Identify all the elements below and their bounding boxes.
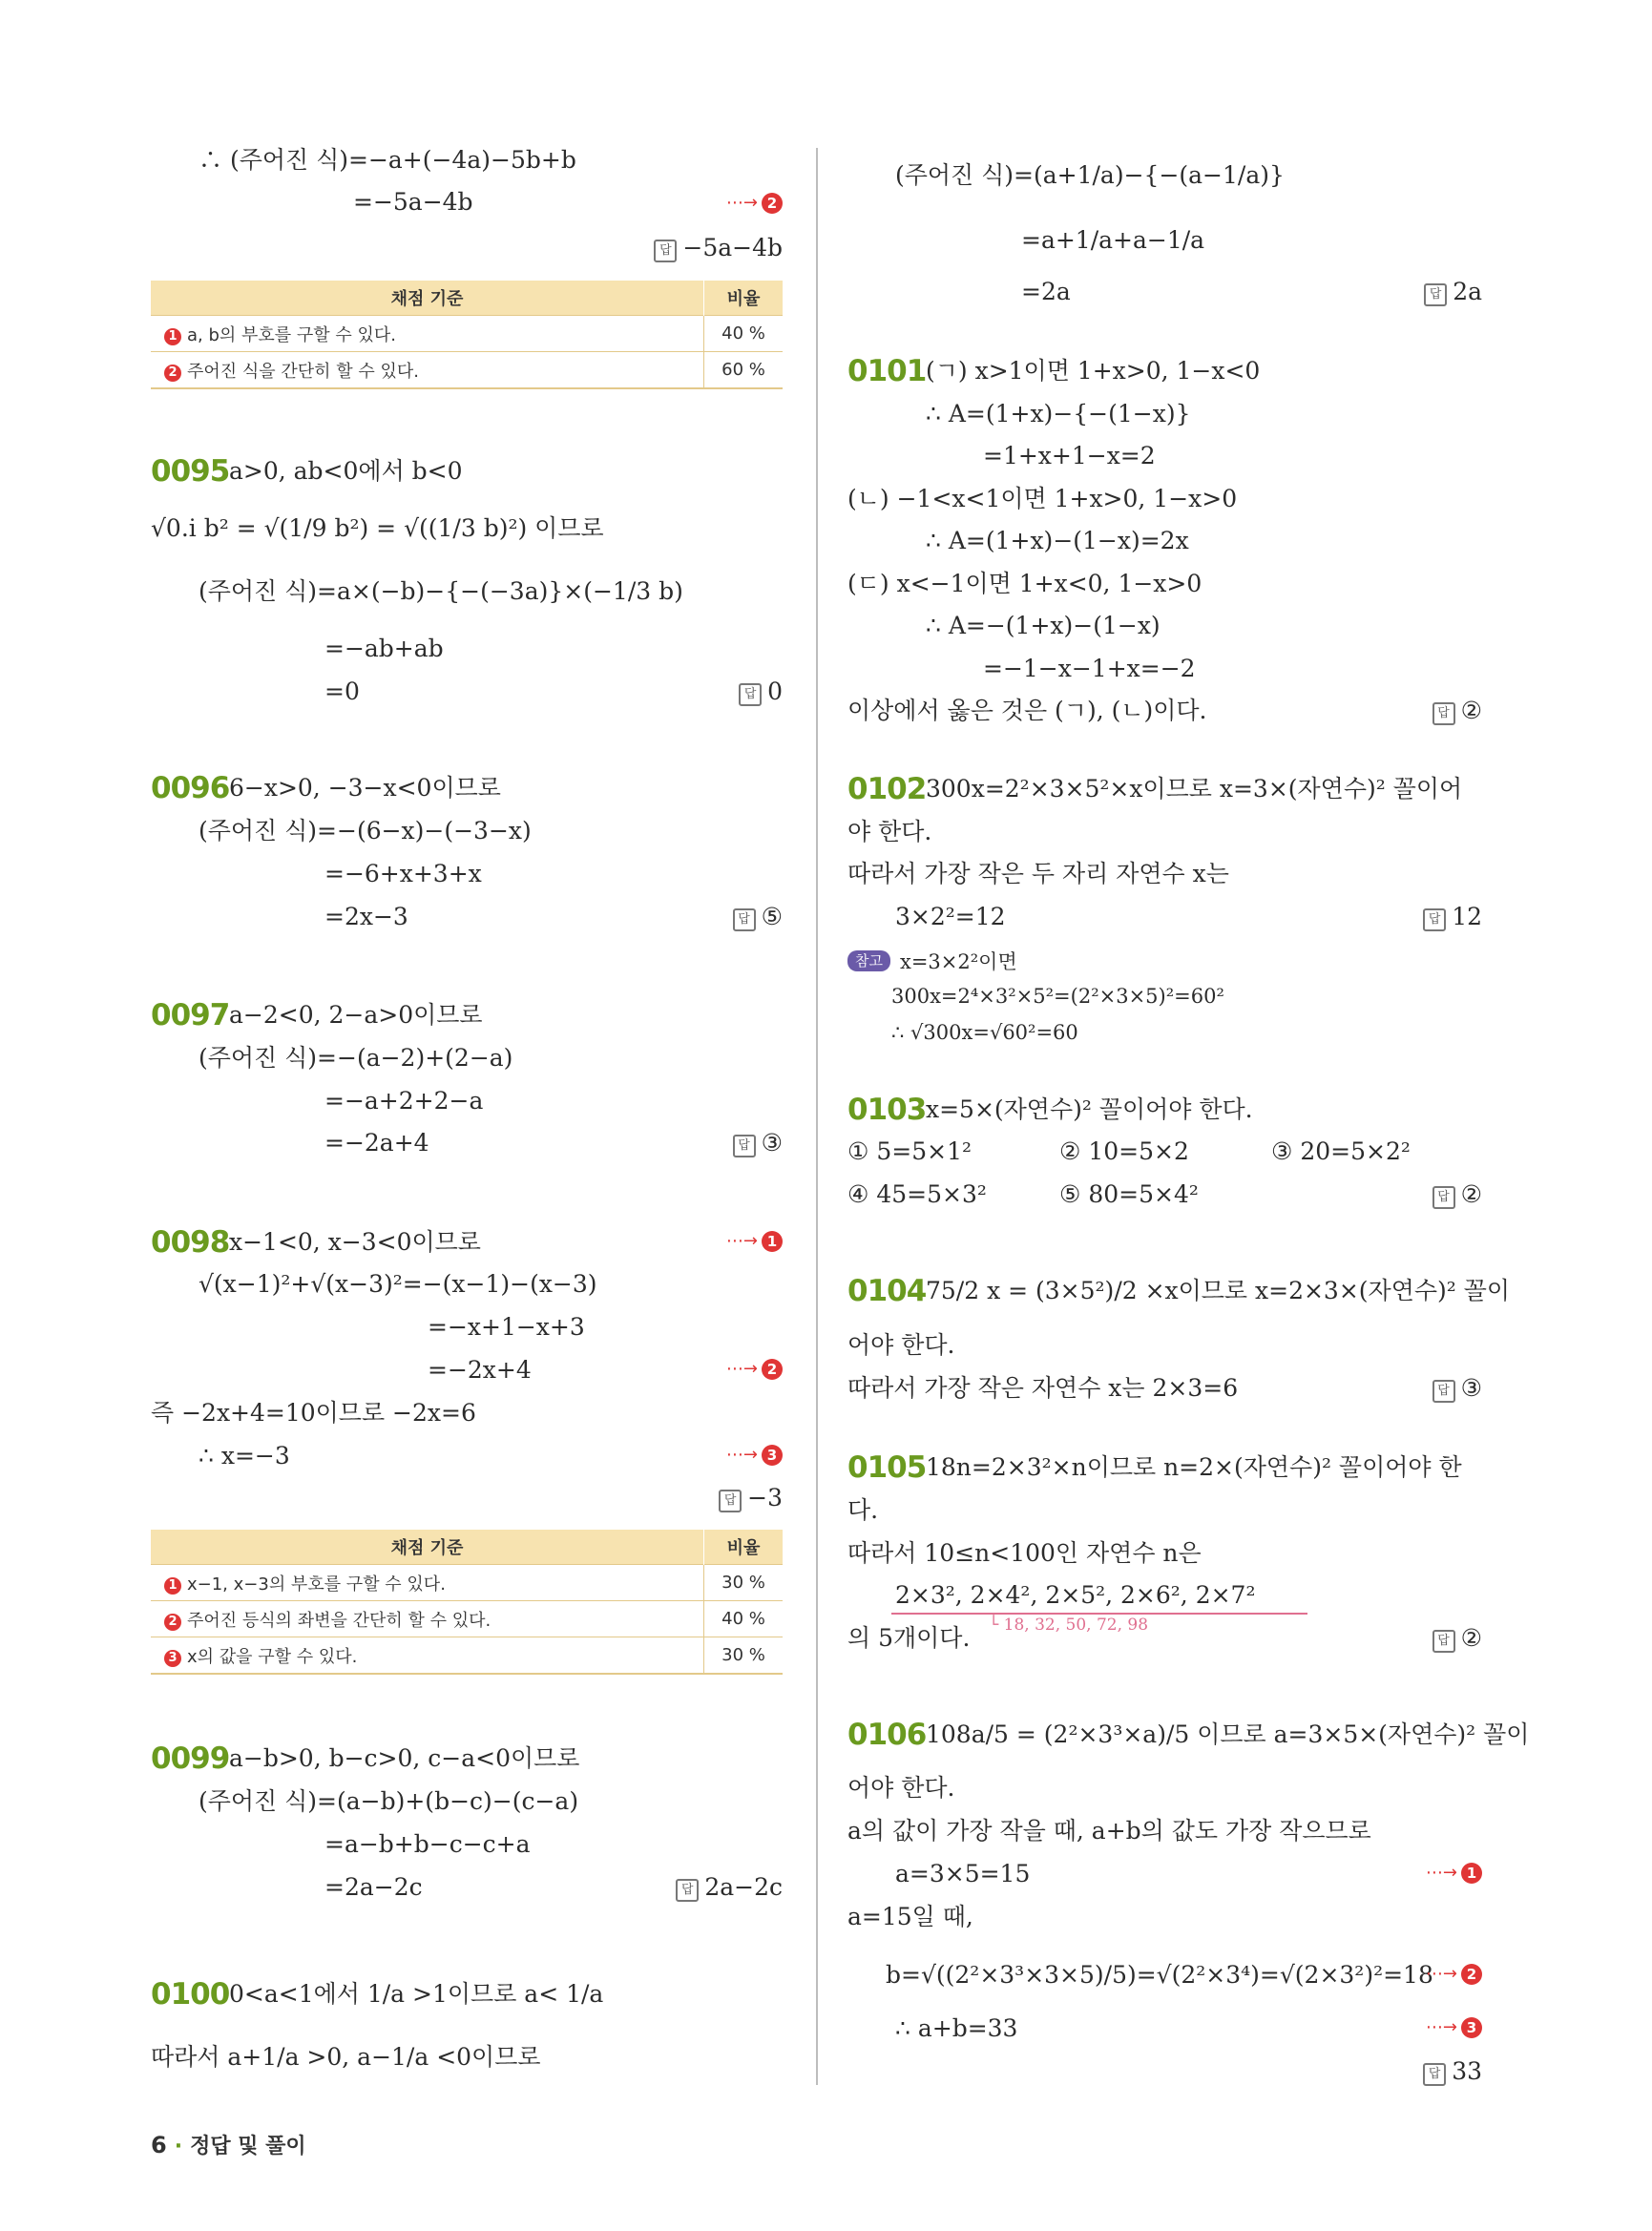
reference-line: ∴ √300x=√60²=60	[891, 1021, 1078, 1044]
step-marker-1: ⋯→ 1	[726, 1231, 783, 1252]
step-marker-3: ⋯→ 3	[1426, 2017, 1482, 2038]
solution-line: 이상에서 옳은 것은 (ㄱ), (ㄴ)이다.	[847, 697, 1207, 724]
answer-box: 답 −3	[719, 1483, 783, 1513]
solution-line: a>0, ab<0에서 b<0	[229, 457, 463, 485]
page-number: 6	[151, 2132, 167, 2158]
answer-icon: 답	[1432, 1186, 1455, 1209]
answer-box: 답 −5a−4b	[654, 233, 783, 263]
solution-line: =a−b+b−c−c+a	[324, 1830, 531, 1858]
step-marker-2: ⋯→ 2	[726, 1359, 783, 1380]
answer-icon: 답	[1432, 1380, 1455, 1403]
problem-number: 0098	[151, 1225, 230, 1260]
table-row: 2 주어진 식을 간단히 할 수 있다. 60 %	[151, 352, 783, 389]
solution-line: =−5a−4b	[353, 188, 473, 216]
solution-line: (주어진 식)=(a−b)+(b−c)−(c−a)	[199, 1787, 579, 1815]
footer-separator: ·	[174, 2135, 183, 2158]
solution-line: ∴ A=(1+x)−{−(1−x)}	[926, 400, 1191, 427]
solution-line: =a+1/a+a−1/a	[1021, 226, 1205, 254]
problem-number: 0105	[847, 1450, 927, 1485]
solution-line: (ㄴ) −1<x<1이면 1+x>0, 1−x>0	[847, 485, 1238, 512]
solution-line: ∴ a+b=33	[895, 2014, 1018, 2042]
solution-line: 야 한다.	[847, 818, 932, 845]
reference-line: 300x=2⁴×3²×5²=(2²×3×5)²=60²	[891, 985, 1224, 1008]
solution-line: ∴ x=−3	[199, 1442, 290, 1470]
answer-icon: 답	[654, 240, 677, 262]
solution-line: =−6+x+3+x	[324, 860, 482, 887]
ratio-header: 비율	[704, 281, 784, 316]
option-5: ⑤ 80=5×4²	[1059, 1180, 1199, 1208]
solution-line: =−x+1−x+3	[428, 1313, 585, 1341]
solution-line: 의 5개이다.	[847, 1624, 971, 1652]
table-row: 2 주어진 등식의 좌변을 간단히 할 수 있다. 40 %	[151, 1601, 783, 1637]
answer-icon: 답	[1432, 702, 1455, 725]
problem-number: 0104	[847, 1274, 927, 1308]
criteria-header: 채점 기준	[151, 1530, 704, 1565]
solution-line: ∴ (주어진 식)=−a+(−4a)−5b+b	[199, 146, 576, 174]
answer-icon: 답	[676, 1879, 699, 1902]
reference-note: 참고 x=3×2²이면	[847, 947, 1017, 977]
solution-line: ∴ A=−(1+x)−(1−x)	[926, 612, 1161, 639]
answer-box: 답 ⑤	[733, 902, 783, 932]
solution-line: 3×2²=12	[895, 903, 1006, 930]
solution-line: 75/2 x = (3×5²)/2 ×x이므로 x=2×3×(자연수)² 꼴이	[926, 1277, 1511, 1304]
solution-line: (주어진 식)=−(a−2)+(2−a)	[199, 1044, 513, 1072]
solution-line: 어야 한다.	[847, 1331, 955, 1359]
solution-line: x=5×(자연수)² 꼴이어야 한다.	[926, 1095, 1253, 1123]
answer-box: 답 2a−2c	[676, 1872, 783, 1903]
reference-tag: 참고	[847, 950, 890, 971]
solution-line: 0<a<1에서 1/a >1이므로 a< 1/a	[229, 1980, 604, 2008]
solution-line: =−1−x−1+x=−2	[983, 655, 1196, 682]
option-4: ④ 45=5×3²	[847, 1180, 987, 1208]
footer-title: 정답 및 풀이	[190, 2135, 306, 2158]
answer-box: 답 ②	[1432, 1179, 1482, 1210]
table-row: 3 x의 값을 구할 수 있다. 30 %	[151, 1637, 783, 1675]
problem-number: 0099	[151, 1741, 230, 1776]
solution-line: x−1<0, x−3<0이므로	[229, 1228, 481, 1256]
answer-box: 답 33	[1423, 2056, 1482, 2087]
solution-line: 따라서 10≤n<100인 자연수 n은	[847, 1539, 1202, 1567]
answer-box: 답 ②	[1432, 1623, 1482, 1654]
ratio-header: 비율	[704, 1530, 784, 1565]
solution-line: a−b>0, b−c>0, c−a<0이므로	[229, 1744, 580, 1772]
solution-line: 108a/5 = (2²×3³×a)/5 이므로 a=3×5×(자연수)² 꼴이	[926, 1720, 1530, 1748]
solution-line: (주어진 식)=−(6−x)−(−3−x)	[199, 817, 532, 844]
solution-line: 18n=2×3²×n이므로 n=2×(자연수)² 꼴이어야 한	[926, 1453, 1462, 1481]
solution-line: =−a+2+2−a	[324, 1087, 484, 1115]
solution-line: (주어진 식)=a×(−b)−{−(−3a)}×(−1/3 b)	[199, 577, 683, 605]
column-divider	[816, 148, 818, 2085]
step-marker-2: ⋯→ 2	[1426, 1964, 1482, 1985]
right-column	[847, 0, 1530, 2099]
answer-box: 답 2a	[1424, 277, 1482, 307]
answer-box: 답 ③	[733, 1128, 783, 1158]
problem-number: 0102	[847, 772, 927, 806]
solution-line: √0.i b² = √(1/9 b²) = √((1/3 b)²) 이므로	[151, 514, 604, 542]
solution-line: 300x=2²×3×5²×x이므로 x=3×(자연수)² 꼴이어	[926, 775, 1463, 803]
table-row: 1 a, b의 부호를 구할 수 있다. 40 %	[151, 316, 783, 352]
solution-line: a=15일 때,	[847, 1903, 973, 1930]
table-row: 1 x−1, x−3의 부호를 구할 수 있다. 30 %	[151, 1565, 783, 1601]
solution-line: 즉 −2x+4=10이므로 −2x=6	[151, 1399, 476, 1427]
answer-box: 답 0	[739, 677, 783, 707]
answer-icon: 답	[1423, 908, 1446, 931]
answer-icon: 답	[739, 683, 762, 706]
answer-icon: 답	[1424, 283, 1447, 306]
answer-icon: 답	[733, 908, 756, 931]
step-marker-1: ⋯→ 1	[1426, 1863, 1482, 1884]
answer-box: 답 12	[1423, 902, 1482, 932]
step-marker-3: ⋯→ 3	[726, 1445, 783, 1466]
solution-line: 어야 한다.	[847, 1774, 955, 1802]
option-3: ③ 20=5×2²	[1271, 1137, 1411, 1165]
grading-criteria-table	[151, 1530, 783, 1675]
problem-number: 0100	[151, 1977, 230, 2012]
option-1: ① 5=5×1²	[847, 1137, 972, 1165]
criteria-header: 채점 기준	[151, 281, 704, 316]
value-note: └ 18, 32, 50, 72, 98	[989, 1616, 1149, 1635]
problem-number: 0096	[151, 771, 230, 805]
page-footer	[151, 2130, 306, 2159]
option-2: ② 10=5×2	[1059, 1137, 1189, 1165]
solution-line: =0	[324, 678, 360, 705]
solution-line: =−2x+4	[428, 1356, 532, 1384]
left-column	[151, 0, 783, 2099]
solution-line: =2a−2c	[324, 1873, 423, 1901]
solution-line: 따라서 가장 작은 자연수 x는 2×3=6	[847, 1374, 1239, 1402]
solution-line: b=√((2²×3³×3×5)/5)=√(2²×3⁴)=√(2×3²)²=18	[886, 1961, 1433, 1989]
problem-number: 0103	[847, 1093, 927, 1127]
problem-number: 0101	[847, 354, 927, 388]
problem-number: 0095	[151, 454, 230, 489]
solution-line: 2×3², 2×4², 2×5², 2×6², 2×7²	[895, 1581, 1256, 1609]
solution-line: ∴ A=(1+x)−(1−x)=2x	[926, 527, 1189, 554]
solution-line: =2x−3	[324, 903, 408, 930]
solution-line: a−2<0, 2−a>0이므로	[229, 1001, 483, 1029]
underline	[891, 1613, 1307, 1615]
solution-line: (ㄷ) x<−1이면 1+x<0, 1−x>0	[847, 570, 1202, 597]
solution-line: =2a	[1021, 278, 1071, 305]
solution-line: =1+x+1−x=2	[983, 442, 1156, 469]
step-marker-2: ⋯→ 2	[726, 193, 783, 214]
solution-line: (ㄱ) x>1이면 1+x>0, 1−x<0	[926, 357, 1261, 385]
solution-line: =−2a+4	[324, 1129, 429, 1157]
solution-line: a=3×5=15	[895, 1860, 1031, 1887]
solution-line: 따라서 가장 작은 두 자리 자연수 x는	[847, 860, 1229, 887]
solution-line: 다.	[847, 1496, 879, 1524]
answer-icon: 답	[1432, 1630, 1455, 1653]
problem-number: 0097	[151, 998, 230, 1032]
grading-criteria-table	[151, 281, 783, 389]
solution-line: 6−x>0, −3−x<0이므로	[229, 774, 501, 802]
solution-line: 따라서 a+1/a >0, a−1/a <0이므로	[151, 2043, 541, 2071]
solution-line: a의 값이 가장 작을 때, a+b의 값도 가장 작으므로	[847, 1817, 1371, 1845]
solution-line: √(x−1)²+√(x−3)²=−(x−1)−(x−3)	[199, 1270, 597, 1298]
answer-box: 답 ②	[1432, 696, 1482, 726]
answer-icon: 답	[1423, 2063, 1446, 2086]
answer-icon: 답	[733, 1135, 756, 1157]
answer-box: 답 ③	[1432, 1373, 1482, 1404]
problem-number: 0106	[847, 1718, 927, 1752]
solution-line: =−ab+ab	[324, 635, 444, 662]
solution-line: (주어진 식)=(a+1/a)−{−(a−1/a)}	[895, 161, 1285, 189]
answer-icon: 답	[719, 1490, 742, 1512]
